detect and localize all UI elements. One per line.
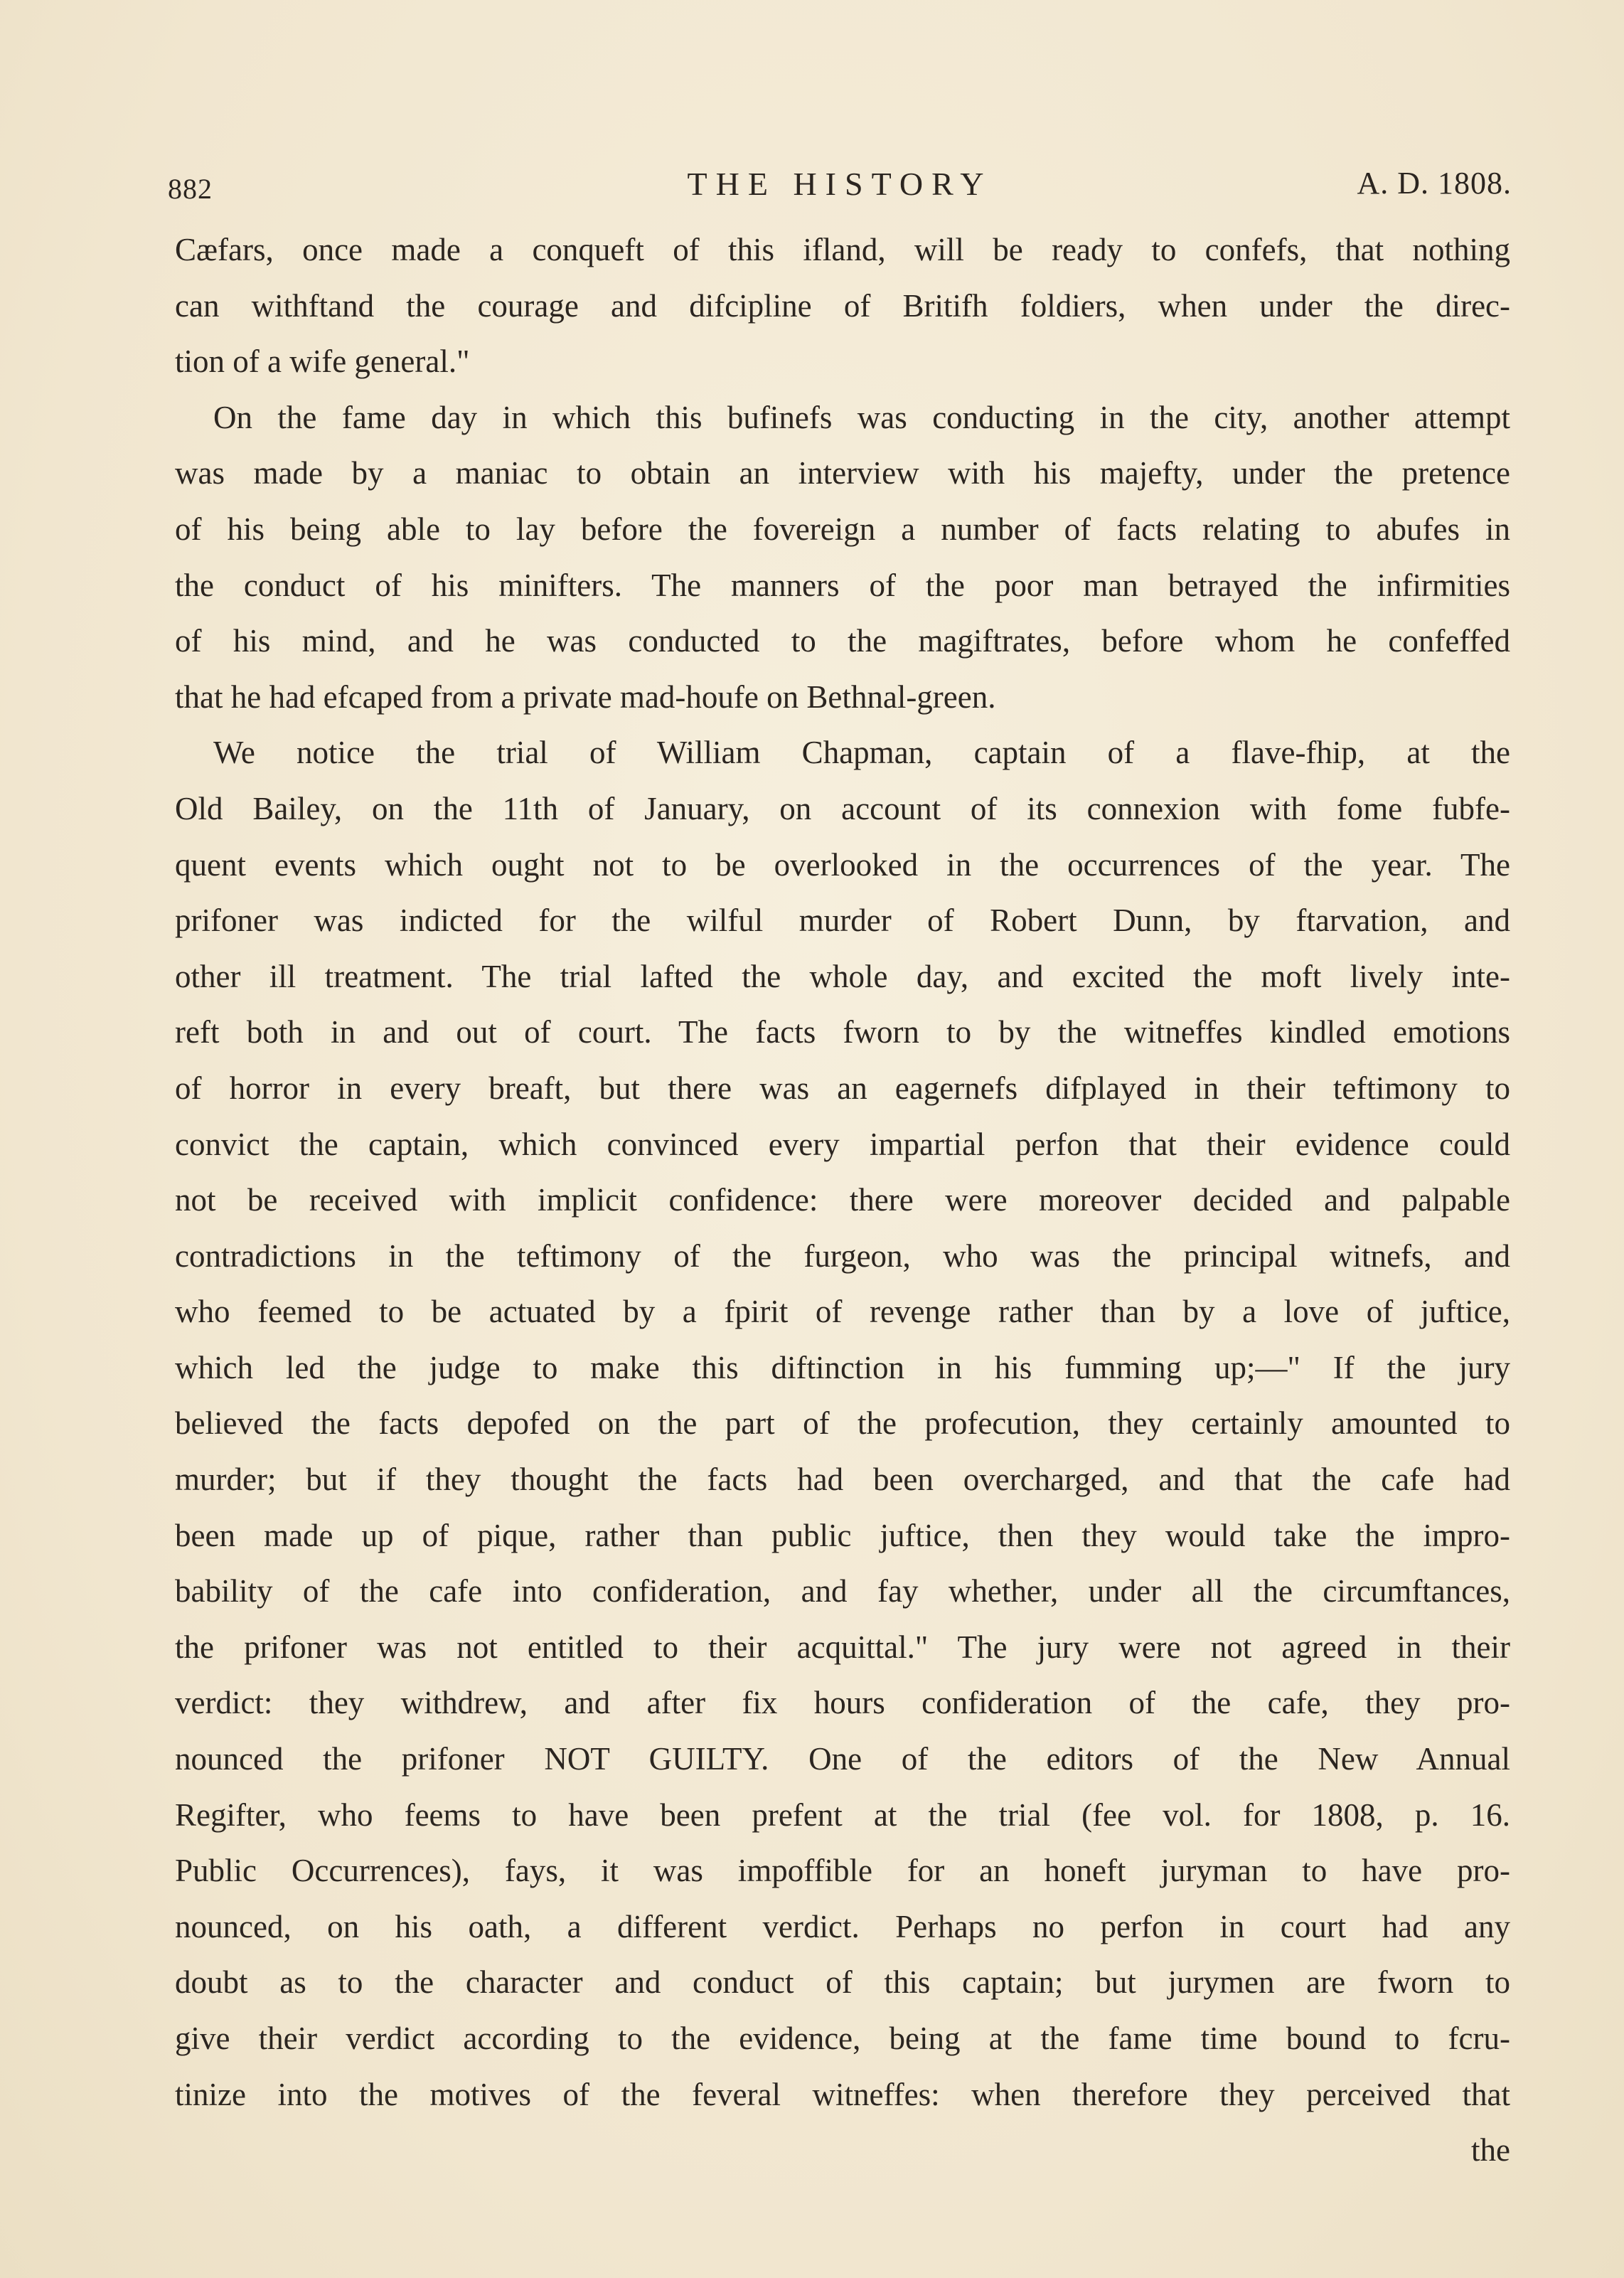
- text-line: of his mind, and he was conducted to the magiftrates, before whom he confeffed: [175, 623, 1510, 659]
- text-line: which led the judge to make this diftinction in his fumming up;—" If the jury: [175, 1349, 1510, 1385]
- text-line: contradictions in the teftimony of the furgeon, who was the principal witnefs, and: [175, 1238, 1510, 1274]
- text-line: who feemed to be actuated by a fpirit of revenge rather than by a love of juftice,: [175, 1294, 1510, 1330]
- running-title: THE HISTORY: [687, 166, 993, 202]
- text-line: murder; but if they thought the facts had been overcharged, and that the cafe had: [175, 1462, 1510, 1498]
- text-line: not be received with implicit confidence: there were moreover decided and palpable: [175, 1182, 1510, 1218]
- text-line: can withftand the courage and difcipline of Britifh foldiers, when under the direc-: [175, 287, 1510, 324]
- text-line: verdict: they withdrew, and after fix hours confideration of the cafe, they pro-: [175, 1685, 1510, 1721]
- text-line: We notice the trial of William Chapman, captain of a flave-fhip, at the: [213, 735, 1510, 771]
- text-line: tinize into the motives of the feveral witneffes: when therefore they perceived that: [175, 2076, 1510, 2112]
- text-line: that he had efcaped from a private mad-houfe on Bethnal-green.: [175, 678, 996, 715]
- text-line: reft both in and out of court. The facts fworn to by the witneffes kindled emotions: [175, 1014, 1510, 1050]
- text-line: the prifoner was not entitled to their acquittal." The jury were not agreed in their: [175, 1629, 1510, 1665]
- text-line: Public Occurrences), fays, it was impoffible for an honeft juryman to have pro-: [175, 1853, 1510, 1889]
- text-line: other ill treatment. The trial lafted the whole day, and excited the moft lively inte-: [175, 958, 1510, 994]
- text-line: convict the captain, which convinced every impartial perfon that their evidence could: [175, 1126, 1510, 1162]
- text-line: the conduct of his minifters. The manners of the poor man betrayed the infirmities: [175, 567, 1510, 603]
- text-line: Cæfars, once made a conqueft of this ifland, will be ready to confefs, that nothing: [175, 232, 1510, 267]
- text-line: bability of the cafe into confideration, and fay whether, under all the circumftances,: [175, 1573, 1510, 1609]
- text-line: prifoner was indicted for the wilful murder of Robert Dunn, by ftarvation, and: [175, 903, 1510, 939]
- text-line: believed the facts depofed on the part of the profecution, they certainly amounted to: [175, 1405, 1510, 1442]
- text-line: doubt as to the character and conduct of this captain; but jurymen are fworn to: [175, 1964, 1510, 2001]
- text-line: tion of a wife general.": [175, 344, 470, 380]
- catchword: the: [1471, 2132, 1510, 2168]
- text-line: On the fame day in which this bufinefs was conducting in the city, another attempt: [213, 399, 1510, 435]
- text-line: of horror in every breaft, but there was an eagernefs difplayed in their teftimony to: [175, 1070, 1510, 1106]
- running-header: [168, 165, 1512, 215]
- text-line: quent events which ought not to be overlooked in the occurrences of the year. The: [175, 846, 1510, 883]
- text-line: Regifter, who feems to have been prefent at the trial (fee vol. for 1808, p. 16.: [175, 1797, 1510, 1833]
- text-line: been made up of pique, rather than public juftice, then they would take the impro-: [175, 1517, 1510, 1553]
- body-text: [175, 222, 1510, 2178]
- text-line: Old Bailey, on the 11th of January, on account of its connexion with fome fubfe-: [175, 790, 1510, 826]
- text-line: nounced, on his oath, a different verdict. Perhaps no perfon in court had any: [175, 1908, 1510, 1944]
- text-line: nounced the prifoner NOT GUILTY. One of the editors of the New Annual: [175, 1741, 1510, 1777]
- page-number: 882: [168, 173, 213, 205]
- text-line: of his being able to lay before the fovereign a number of facts relating to abufes in: [175, 511, 1510, 547]
- header-date: A. D. 1808.: [1357, 166, 1512, 201]
- text-line: give their verdict according to the evidence, being at the fame time bound to fcru-: [175, 2021, 1510, 2056]
- text-line: was made by a maniac to obtain an interview with his majefty, under the pretence: [175, 455, 1510, 491]
